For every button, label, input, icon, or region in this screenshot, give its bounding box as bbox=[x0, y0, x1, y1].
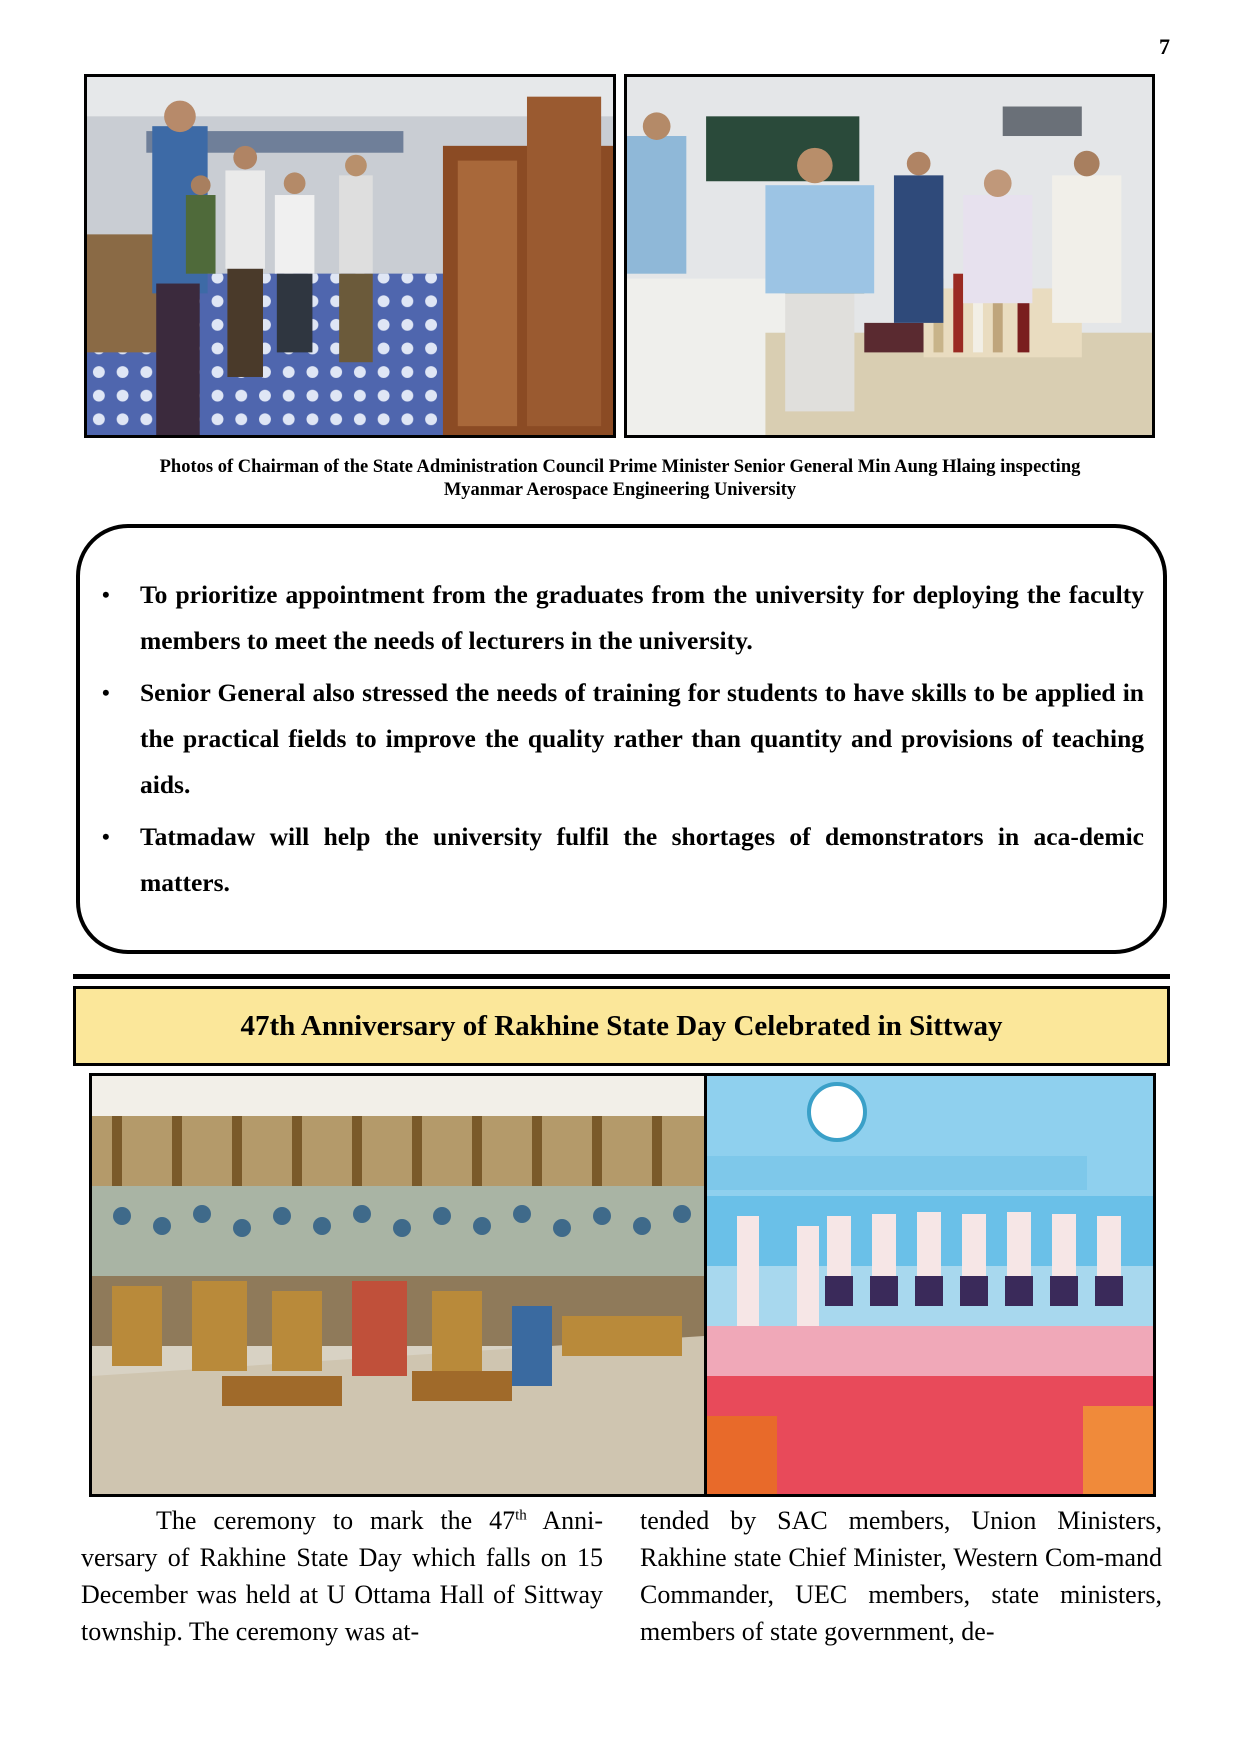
ceremony-audience-photo bbox=[92, 1076, 704, 1494]
library-inspection-photo bbox=[84, 74, 616, 438]
ceremony-photos bbox=[89, 1073, 1156, 1497]
article-paragraph: tended by SAC members, Union Ministers, Rakhine state Chief Minister, Western Com-mand Commander, UEC members, state ministers, members of state government, de- bbox=[640, 1506, 1162, 1646]
list-item: • Senior General also stressed the needs of training for students to have skills to be applied in the practical fields to improve the quality rather than quantity and provisions of teaching aids. bbox=[98, 670, 1144, 808]
bullet-icon: • bbox=[102, 824, 110, 849]
section-heading: 47th Anniversary of Rakhine State Day Celebrated in Sittway bbox=[73, 986, 1170, 1066]
key-points-list bbox=[98, 572, 1144, 912]
bullet-icon: • bbox=[102, 582, 110, 607]
article-column-right bbox=[640, 1502, 1162, 1650]
bullet-icon: • bbox=[102, 680, 110, 705]
article-paragraph: The ceremony to mark the 47th Anni-versary of Rakhine State Day which falls on 15 December was held at U Ottama Hall of Sittway township. The ceremony was at- bbox=[81, 1506, 603, 1646]
section-divider bbox=[73, 974, 1170, 979]
photo-caption bbox=[80, 456, 1160, 502]
caption-line-1: Photos of Chairman of the State Administration Council Prime Minister Senior General Min Aung Hlaing inspecting bbox=[159, 457, 1081, 477]
caption-line-2: Myanmar Aerospace Engineering University bbox=[443, 480, 797, 500]
stage-dance-photo bbox=[707, 1076, 1153, 1494]
list-item: • To prioritize appointment from the graduates from the university for deploying the faculty members to meet the needs of lecturers in the university. bbox=[98, 572, 1144, 664]
article-column-left bbox=[81, 1502, 603, 1650]
page-number: 7 bbox=[1159, 34, 1170, 59]
book-inspection-photo bbox=[624, 74, 1155, 438]
list-item: • Tatmadaw will help the university fulfil the shortages of demonstrators in aca-demic matters. bbox=[98, 814, 1144, 906]
